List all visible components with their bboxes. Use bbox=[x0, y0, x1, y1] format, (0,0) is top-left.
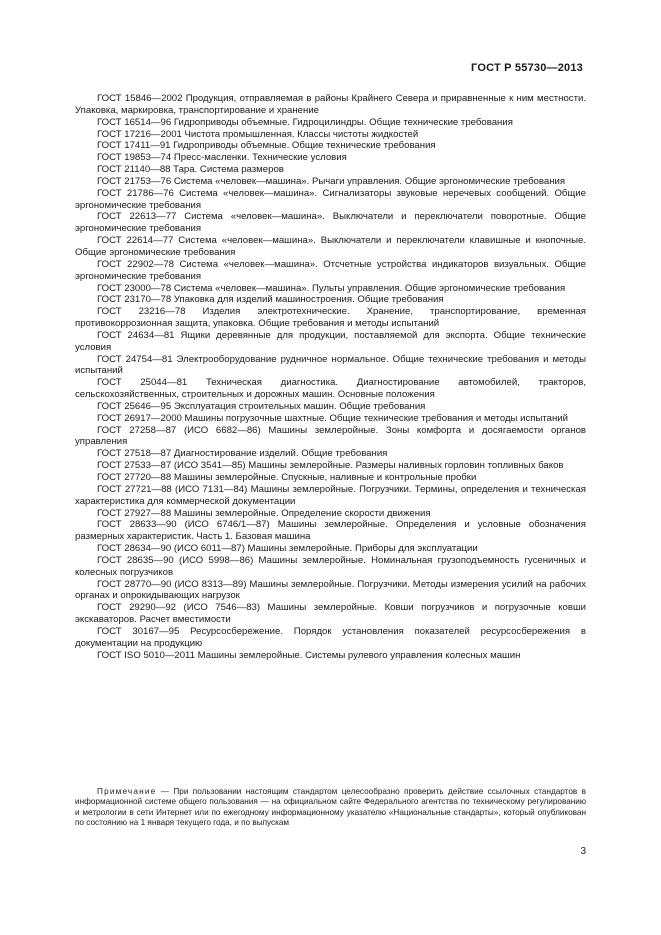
reference-item: ГОСТ 27518—87 Диагностирование изделий. Общие требования bbox=[97, 448, 388, 460]
note-paragraph bbox=[75, 787, 586, 829]
reference-item: ГОСТ 30167—95 Ресурсосбережение. Порядок установления показателей ресурсосбережения в документации на продукцию bbox=[75, 625, 586, 649]
normative-references-list bbox=[75, 93, 586, 662]
reference-item: ГОСТ 22613—77 Система «человек—машина». Выключатели и переключатели поворотные. Общие эргономические требования bbox=[75, 211, 586, 235]
reference-item: ГОСТ 27258—87 (ИСО 6682—86) Машины землеройные. Зоны комфорта и досягаемости органов управления bbox=[75, 424, 586, 448]
reference-item: ГОСТ 22614—77 Система «человек—машина». Выключатели и переключатели клавишные и кнопочные. Общие эргономические требования bbox=[75, 235, 586, 258]
reference-item: ГОСТ 25044—81 Техническая диагностика. Диагностирование автомобилей, тракторов, сельскохозяйственных, строительных и дорожных машин. Основные положения bbox=[75, 377, 586, 401]
reference-item: ГОСТ 21140—88 Тара. Система размеров bbox=[97, 164, 284, 176]
reference-item: ГОСТ 24634—81 Ящики деревянные для продукции, поставляемой для экспорта. Общие технические условия bbox=[75, 329, 586, 353]
reference-item: ГОСТ 28633—90 (ИСО 6746/1—87) Машины землеройные. Определения и условные обозначения размерных характеристик. Часть 1. Базовая машина bbox=[75, 519, 586, 543]
reference-item: ГОСТ 23216—78 Изделия электротехнические. Хранение, транспортирование, временная противокоррозионная защита, упаковка. Общие требования и методы испытаний bbox=[75, 306, 586, 330]
reference-item: ГОСТ 15846—2002 Продукция, отправляемая в районы Крайнего Севера и приравненные к ним местности. Упаковка, маркировка, транспортирование и хранение bbox=[75, 93, 586, 116]
reference-item: ГОСТ 25646—95 Эксплуатация строительных машин. Общие требования bbox=[97, 400, 426, 412]
reference-item: ГОСТ 23170—78 Упаковка для изделий машиностроения. Общие требования bbox=[97, 294, 444, 306]
note-text: — При пользовании настоящим стандартом целесообразно проверить действие ссылочных стандартов в информационной системе общего пользования — на официальном сайте Федерального агентства по техническому регулированию и метрологии в сети Интернет или по ежегодному информационному указателю «Национальные стандарты», который опубликован по состоянию на 1 января текущего года, и по выпускам bbox=[75, 787, 586, 828]
reference-item: ГОСТ 17216—2001 Чистота промышленная. Классы чистоты жидкостей bbox=[97, 128, 419, 140]
reference-item: ГОСТ 22902—78 Система «человек—машина». Отсчетные устройства индикаторов визуальных. Общие эргономические требования bbox=[75, 258, 586, 282]
reference-item: ГОСТ 21786—76 Система «человек—машина». Сигнализаторы звуковые неречевых сообщений. Общие эргономические требования bbox=[75, 187, 586, 211]
reference-item: ГОСТ ISO 5010—2011 Машины землеройные. Системы рулевого управления колесных машин bbox=[97, 649, 521, 661]
reference-item: ГОСТ 19853—74 Пресс-масленки. Технические условия bbox=[97, 152, 347, 164]
reference-item: ГОСТ 21753—76 Система «человек—машина». Рычаги управления. Общие эргономические требования bbox=[97, 175, 566, 187]
reference-item: ГОСТ 16514—96 Гидроприводы объемные. Гидроцилиндры. Общие технические требования bbox=[97, 116, 513, 128]
reference-item: ГОСТ 29290—92 (ИСО 7546—83) Машины землеройные. Ковши погрузчиков и погрузочные ковши экскаваторов. Расчет вместимости bbox=[75, 602, 586, 626]
reference-item: ГОСТ 27721—88 (ИСО 7131—84) Машины землеройные. Погрузчики. Термины, определения и техническая характеристика для коммерческой документации bbox=[75, 483, 586, 507]
reference-item: ГОСТ 28634—90 (ИСО 6011—87) Машины землеройные. Приборы для эксплуатации bbox=[97, 543, 478, 555]
reference-item: ГОСТ 27927—88 Машины землеройные. Определение скорости движения bbox=[97, 507, 431, 519]
reference-item: ГОСТ 24754—81 Электрооборудование рудничное нормальное. Общие технические требования и методы испытаний bbox=[75, 353, 586, 377]
reference-item: ГОСТ 27720—88 Машины землеройные. Спускные, наливные и контрольные пробки bbox=[97, 472, 477, 483]
reference-item: ГОСТ 23000—78 Система «человек—машина». Пульты управления. Общие эргономические требования bbox=[97, 282, 566, 294]
reference-item: ГОСТ 27533—87 (ИСО 3541—85) Машины землеройные. Размеры наливных горловин топливных баков bbox=[97, 460, 564, 472]
note-label: Примечание bbox=[97, 787, 157, 796]
reference-item: ГОСТ 28635—90 (ИСО 5998—86) Машины землеройные. Номинальная грузоподъемность гусеничных и колесных погрузчиков bbox=[75, 554, 586, 578]
reference-item: ГОСТ 26917—2000 Машины погрузочные шахтные. Общие технические требования и методы испытаний bbox=[97, 412, 569, 424]
reference-item: ГОСТ 17411—91 Гидроприводы объемные. Общие технические требования bbox=[97, 140, 436, 152]
page-number: 3 bbox=[580, 846, 586, 857]
reference-item: ГОСТ 28770—90 (ИСО 8313—89) Машины землеройные. Погрузчики. Методы измерения усилий на рабочих органах и опрокидывающих нагрузок bbox=[75, 578, 586, 602]
document-code-header: ГОСТ Р 55730—2013 bbox=[471, 62, 583, 74]
